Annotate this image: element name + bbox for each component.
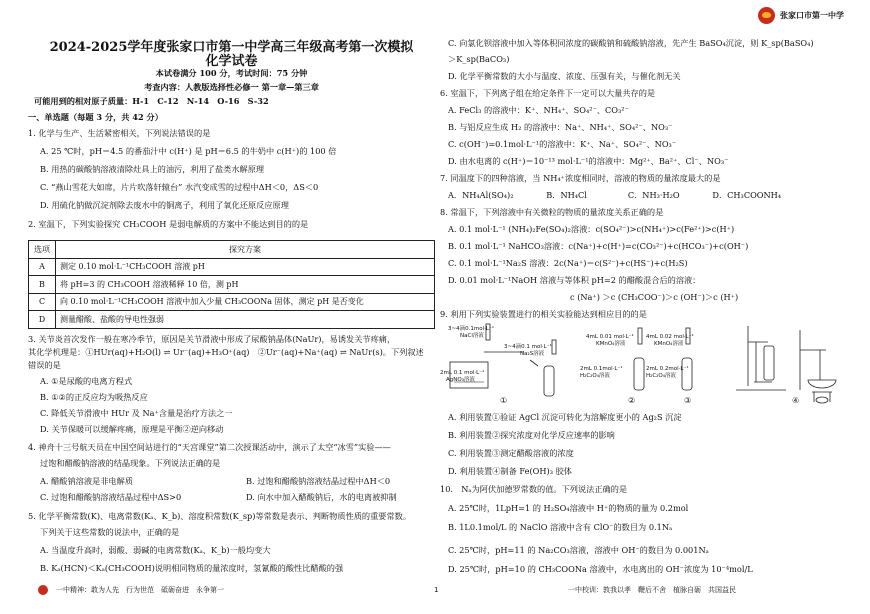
q8-option-a: A. 0.1 mol·L⁻¹ (NH₄)₂Fe(SO₄)₂溶液：c(SO₄²⁻)>c(NH₄⁺)>c(Fe²⁺)>c(H⁺) (448, 224, 735, 234)
page-number: 1 (434, 586, 439, 594)
table-header-plan: 探究方案 (56, 241, 435, 259)
table-cell-value: 向 0.10 mol·L⁻¹CH₃COOH 溶液中加入少量 CH₃COONa 固体，测定 pH 是否变化 (56, 293, 435, 311)
q1-option-c: C. “燕山雪花大如席，片片吹落轩辕台” 水汽变成雪的过程中ΔH＜0，ΔS＜0 (40, 182, 319, 192)
table-header-option: 选项 (29, 241, 56, 259)
score-time: 本试卷满分 100 分，考试时间：75 分钟 (155, 68, 308, 78)
app1-label-mid2: Na₂S溶液 (520, 351, 545, 357)
table-cell-key: D (29, 311, 56, 329)
section-heading: 一、单选题（每题 3 分，共 42 分） (28, 112, 163, 122)
app3-label-bot2: H₂C₂O₄溶液 (646, 373, 676, 379)
exam-subtitle: 化学试卷 (205, 54, 258, 69)
q5-option-c-line1: C. 向氯化钡溶液中加入等体积同浓度的碳酸钠和硫酸钠溶液，先产生 BaSO₄沉淀，则 K_sp(BaSO₄) (448, 38, 814, 48)
table-header-row (29, 241, 435, 259)
q4-option-c: C. 过饱和醋酸钠溶液结晶过程中ΔS>0 (40, 492, 182, 502)
school-emblem-icon (758, 7, 775, 24)
q2-table (28, 240, 435, 329)
q10-stem: 10. Nₐ为阿伏加德罗常数的值。下列说法正确的是 (440, 484, 628, 494)
q8-option-d-line2: c (Na⁺) ＞c (CH₃COO⁻)＞c (OH⁻)＞c (H⁺) (570, 292, 739, 302)
q5-option-b: B. Kₐ(HCN)＜Kₐ(CH₃COOH)说明相同物质的量浓度时，氢氰酸的酸性比醋酸的强 (40, 563, 344, 573)
app1-label-top: 3~4滴0.1mol·L⁻¹ (448, 326, 495, 332)
table-row (29, 276, 435, 294)
apparatus-number-3: ③ (684, 396, 692, 405)
q9-option-c: C. 利用装置③测定醋酸溶液的浓度 (448, 448, 574, 458)
app2-label-bot2: H₂C₂O₄溶液 (580, 373, 610, 379)
q3-option-c: C. 降低关节滑液中 HUr 及 Na⁺含量是治疗方法之一 (40, 408, 233, 418)
q7-options: A．NH₄Al(SO₄)₂ B．NH₄Cl C．NH₃·H₂O D．CH₃COONH₄ (448, 190, 782, 200)
q6-option-b: B. 与铝反应生成 H₂ 的溶液中：Na⁺、NH₄⁺、SO₄²⁻、NO₃⁻ (448, 122, 673, 132)
table-cell-key: B (29, 276, 56, 294)
q3-option-d: D. 关节保暖可以缓解疼痛，原理是平衡②逆向移动 (40, 424, 224, 434)
q4-line1: 4. 神舟十三号航天员在中国空间站进行的“天宫课堂”第二次授课活动中，演示了太空“冰雪”实验—— (28, 442, 391, 452)
q7-stem: 7. 同温度下的四种溶液，当 NH₄⁺浓度相同时，溶液的物质的量浓度最大的是 (440, 173, 721, 183)
app1-label-bot: 2mL 0.1 mol·L⁻¹ (440, 370, 485, 376)
q8-option-c: C. 0.1 mol·L⁻¹Na₂S 溶液：2c(Na⁺)＝c(S²⁻)+c(HS⁻)+c(H₂S) (448, 258, 688, 268)
table-cell-value: 将 pH=3 的 CH₃COOH 溶液稀释 10 倍，测 pH (56, 276, 435, 294)
table-row (29, 311, 435, 329)
exam-scope: 考查内容：人教版选择性必修一 第一章—第三章 (144, 82, 319, 92)
footer-right: 一中校训：敦我以孝 鞭后不舍 植脉自砺 共国益民 (568, 586, 736, 594)
app2-label-bot: 2mL 0.1mol·L⁻¹ (580, 366, 623, 372)
q10-option-c: C. 25℃时，pH=11 的 Na₂CO₃溶液，溶液中 OH⁻的数目为 0.001Nₐ (448, 545, 709, 555)
q8-stem: 8. 常温下，下列溶液中有关微粒的物质的量浓度关系正确的是 (440, 207, 664, 217)
q2-stem: 2. 室温下，下列实验探究 CH₃COOH 是弱电解质的方案中不能达到目的的是 (28, 219, 309, 229)
q4-option-a: A. 醋酸钠溶液是非电解质 (40, 476, 133, 486)
q1-option-d: D. 用硫化钠做沉淀剂除去废水中的铜离子，利用了氧化还原反应原理 (40, 200, 289, 210)
q6-stem: 6. 室温下，下列离子组在给定条件下一定可以大量共存的是 (440, 88, 656, 98)
app3-label-top: 4mL 0.02 mol·L⁻¹ (646, 334, 694, 340)
q5-option-c-line2: ＞K_sp(BaCO₃) (448, 54, 510, 64)
footer-left-text: 一中精神：敢为人先 行为世范 砥砺奋进 永争第一 (56, 586, 224, 594)
q3-option-b: B. ①②的正反应均为吸热反应 (40, 392, 148, 402)
school-emblem-icon (38, 585, 48, 595)
footer-left (38, 585, 224, 595)
q9-option-a: A. 利用装置①验证 AgCl 沉淀可转化为溶解度更小的 Ag₂S 沉淀 (448, 412, 682, 422)
table-cell-key: A (29, 258, 56, 276)
table-row (29, 258, 435, 276)
atomic-masses: 可能用到的相对原子质量：H-1 C-12 N-14 O-16 S-32 (34, 96, 269, 106)
app1-label-top2: NaCl溶液 (460, 333, 484, 339)
q4-option-d: D. 向水中加入醋酸钠后，水的电离被抑制 (246, 492, 397, 502)
school-logo (758, 6, 854, 26)
q9-apparatus-figure (440, 322, 847, 422)
q9-stem: 9. 利用下列实验装置进行的相关实验能达到相应目的的是 (440, 309, 647, 319)
q3-line3: 错误的是 (28, 360, 61, 370)
q5-option-a: A. 当温度升高时，弱酸、弱碱的电离常数(Kₐ、K_b)一般均变大 (40, 545, 271, 555)
q5-line2: 下列关于这些常数的说法中，正确的是 (40, 527, 180, 537)
app2-label-top: 4mL 0.01 mol·L⁻¹ (586, 334, 634, 340)
q4-line2: 过饱和醋酸钠溶液的结晶现象。下列说法正确的是 (40, 458, 221, 468)
q9-option-b: B. 利用装置②探究浓度对化学反应速率的影响 (448, 430, 615, 440)
q1-option-a: A. 25 ℃时，pH＝4.5 的番茄汁中 c(H⁺) 是 pH＝6.5 的牛奶中 c(H⁺)的 100 倍 (40, 146, 337, 156)
app1-label-mid: 3~4滴0.1 mol·L⁻¹ (504, 344, 552, 350)
q1-option-b: B. 用热的碳酸钠溶液清除灶具上的油污，利用了盐类水解原理 (40, 164, 265, 174)
app3-label-top2: KMnO₄溶液 (654, 341, 684, 347)
app3-label-bot: 2mL 0.2mol·L⁻¹ (646, 366, 689, 372)
q8-option-d-line1: D. 0.01 mol·L⁻¹NaOH 溶液与等体积 pH=2 的醋酸混合后的溶液： (448, 275, 701, 285)
q9-option-d: D. 利用装置④制备 Fe(OH)₃ 胶体 (448, 466, 572, 476)
app2-label-top2: KMnO₄溶液 (596, 341, 626, 347)
table-row (29, 293, 435, 311)
q3-line2: 其化学机理是：①HUr(aq)+H₂O(l) ⇌ Ur⁻(aq)+H₃O⁺(aq) ②Ur⁻(aq)+Na⁺(aq) ⇌ NaUr(s)。下列叙述 (28, 347, 424, 357)
school-name: 张家口市第一中学 (780, 11, 844, 20)
table-cell-value: 测定 0.10 mol·L⁻¹CH₃COOH 溶液 pH (56, 258, 435, 276)
q10-option-a: A. 25℃时，1LpH=1 的 H₂SO₄溶液中 H⁺的物质的量为 0.2mol (448, 503, 689, 513)
q10-option-d: D. 25℃时，pH=10 的 CH₃COONa 溶液中，水电离出的 OH⁻浓度为 10⁻⁴mol/L (448, 564, 753, 574)
q1-stem: 1. 化学与生产、生活紧密相关，下列说法错误的是 (28, 128, 211, 138)
q6-option-d: D. 由水电离的 c(H⁺)＝10⁻¹³ mol·L⁻¹的溶液中：Mg²⁺、Ba²⁺、Cl⁻、NO₃⁻ (448, 156, 729, 166)
q6-option-c: C. c(OH⁻)=0.1mol·L⁻¹的溶液中：K⁺、Na⁺、SO₄²⁻、NO₃⁻ (448, 139, 677, 149)
q8-option-b: B. 0.1 mol·L⁻¹ NaHCO₃溶液：c(Na⁺)+c(H⁺)=c(CO₃²⁻)+c(HCO₃⁻)+c(OH⁻) (448, 241, 749, 251)
exam-title: 2024-2025学年度张家口市第一中学高三年级高考第一次模拟 (49, 40, 414, 55)
table-cell-key: C (29, 293, 56, 311)
q3-option-a: A. ①是尿酸的电离方程式 (40, 376, 133, 386)
q6-option-a: A. FeCl₃ 的溶液中：K⁺、NH₄⁺、SO₄²⁻、CO₃²⁻ (448, 105, 629, 115)
table-cell-value: 测量醋酸、盐酸的导电性强弱 (56, 311, 435, 329)
apparatus-number-4: ④ (792, 396, 800, 405)
q5-line1: 5. 化学平衡常数(K)、电离常数(Kₐ、K_b)、溶度积常数(K_sp)等常数是表示、判断物质性质的重要常数。 (28, 511, 412, 521)
q3-line1: 3. 关节炎首次发作一般在寒冷季节，原因是关节滑液中形成了尿酸钠晶体(NaUr)，易诱发关节疼痛， (28, 334, 396, 344)
app1-label-bot2: AgNO₃溶液 (446, 377, 475, 383)
q10-option-b: B. 1L0.1mol/L 的 NaClO 溶液中含有 ClO⁻的数目为 0.1Nₐ (448, 522, 673, 532)
apparatus-number-1: ① (500, 396, 508, 405)
q5-option-d: D. 化学平衡常数的大小与温度、浓度、压强有关，与催化剂无关 (448, 71, 681, 81)
apparatus-number-2: ② (628, 396, 636, 405)
q4-option-b: B. 过饱和醋酸钠溶液结晶过程中ΔH＜0 (246, 476, 391, 486)
